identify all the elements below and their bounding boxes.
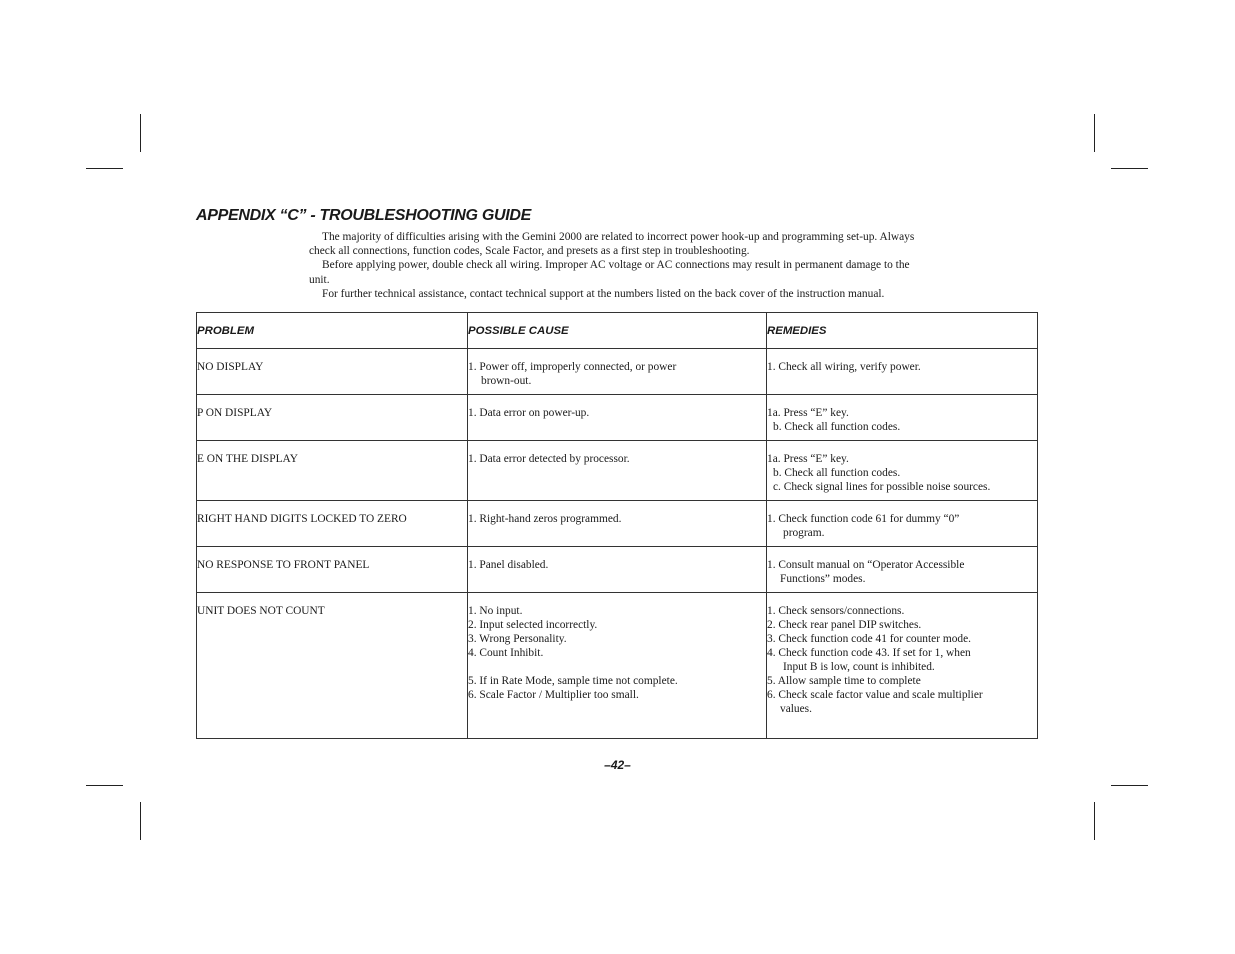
remedy-line: 1. Check sensors/connections. <box>767 605 905 617</box>
remedy-line: 5. Allow sample time to complete <box>767 675 921 687</box>
table-row <box>197 547 1038 593</box>
remedy-cell <box>767 593 1038 739</box>
cause-line: 1. Data error on power-up. <box>468 407 590 419</box>
problem-text: E ON THE DISPLAY <box>197 453 298 465</box>
problem-text: NO RESPONSE TO FRONT PANEL <box>197 559 370 571</box>
remedy-cell <box>767 395 1038 441</box>
remedy-line: program. <box>783 527 825 539</box>
cause-line: 3. Wrong Personality. <box>468 633 567 645</box>
cause-line: 1. Right-hand zeros programmed. <box>468 513 622 525</box>
remedy-line: 6. Check scale factor value and scale multiplier <box>767 689 983 701</box>
table-row <box>197 395 1038 441</box>
cause-cell <box>468 349 767 395</box>
cause-line: 1. Power off, improperly connected, or power <box>468 361 677 373</box>
table-row <box>197 593 1038 739</box>
column-header-problem: PROBLEM <box>197 313 468 349</box>
cause-line: 1. Panel disabled. <box>468 559 549 571</box>
page-number: –42– <box>604 758 631 772</box>
crop-mark <box>1094 802 1095 840</box>
remedy-line: 1a. Press “E” key. <box>767 407 849 419</box>
crop-mark <box>1094 114 1095 152</box>
problem-cell <box>197 501 468 547</box>
remedy-line: b. Check all function codes. <box>773 421 901 433</box>
column-header-remedies: REMEDIES <box>767 313 1038 349</box>
table-row <box>197 441 1038 501</box>
column-header-possible-cause: POSSIBLE CAUSE <box>468 313 767 349</box>
intro-paragraph: The majority of difficulties arising with the Gemini 2000 are related to incorrect power hook-up and programming set-up. Always check all connections, function codes, Scale Factor, and presets as a first step in troubleshooting. <box>309 231 915 258</box>
remedy-cell <box>767 547 1038 593</box>
remedy-line: 3. Check function code 41 for counter mode. <box>767 633 972 645</box>
cause-cell <box>468 501 767 547</box>
problem-cell <box>197 593 468 739</box>
cause-line: 1. Data error detected by processor. <box>468 453 630 465</box>
intro-text <box>309 230 931 301</box>
crop-mark <box>1111 785 1148 786</box>
table-header-row <box>197 313 1038 349</box>
troubleshooting-table <box>196 312 1038 739</box>
problem-text: RIGHT HAND DIGITS LOCKED TO ZERO <box>197 513 407 525</box>
cause-cell <box>468 395 767 441</box>
crop-mark <box>140 802 141 840</box>
cause-line: 4. Count Inhibit. <box>468 647 544 659</box>
cause-line: 2. Input selected incorrectly. <box>468 619 598 631</box>
remedy-line: 1. Consult manual on “Operator Accessible <box>767 559 965 571</box>
remedy-line: 1. Check all wiring, verify power. <box>767 361 921 373</box>
remedy-line: Input B is low, count is inhibited. <box>783 661 935 673</box>
problem-cell <box>197 395 468 441</box>
cause-line: 1. No input. <box>468 605 523 617</box>
problem-text: NO DISPLAY <box>197 361 264 373</box>
cause-line: brown-out. <box>481 375 532 387</box>
remedy-line: 2. Check rear panel DIP switches. <box>767 619 922 631</box>
cause-line: 5. If in Rate Mode, sample time not complete. <box>468 675 678 687</box>
cause-cell <box>468 441 767 501</box>
remedy-line: 1. Check function code 61 for dummy “0” <box>767 513 960 525</box>
intro-paragraph: Before applying power, double check all wiring. Improper AC voltage or AC connections may result in permanent damage to the unit. <box>309 259 910 286</box>
remedy-cell <box>767 349 1038 395</box>
remedy-line: Functions” modes. <box>780 573 866 585</box>
remedy-line: b. Check all function codes. <box>773 467 901 479</box>
page-title: APPENDIX “C” - TROUBLESHOOTING GUIDE <box>196 207 531 224</box>
remedy-line: 4. Check function code 43. If set for 1, when <box>767 647 971 659</box>
table-row <box>197 501 1038 547</box>
crop-mark <box>86 785 123 786</box>
remedy-line: values. <box>780 703 812 715</box>
remedy-line: c. Check signal lines for possible noise sources. <box>773 481 991 493</box>
problem-cell <box>197 349 468 395</box>
crop-mark <box>1111 168 1148 169</box>
cause-line: 6. Scale Factor / Multiplier too small. <box>468 689 639 701</box>
crop-mark <box>86 168 123 169</box>
table-row <box>197 349 1038 395</box>
remedy-cell <box>767 441 1038 501</box>
remedy-cell <box>767 501 1038 547</box>
problem-cell <box>197 547 468 593</box>
cause-cell <box>468 547 767 593</box>
intro-paragraph: For further technical assistance, contact technical support at the numbers listed on the back cover of the instruction manual. <box>322 287 885 300</box>
cause-cell <box>468 593 767 739</box>
remedy-line: 1a. Press “E” key. <box>767 453 849 465</box>
problem-text: P ON DISPLAY <box>197 407 273 419</box>
problem-cell <box>197 441 468 501</box>
problem-text: UNIT DOES NOT COUNT <box>197 605 325 617</box>
crop-mark <box>140 114 141 152</box>
